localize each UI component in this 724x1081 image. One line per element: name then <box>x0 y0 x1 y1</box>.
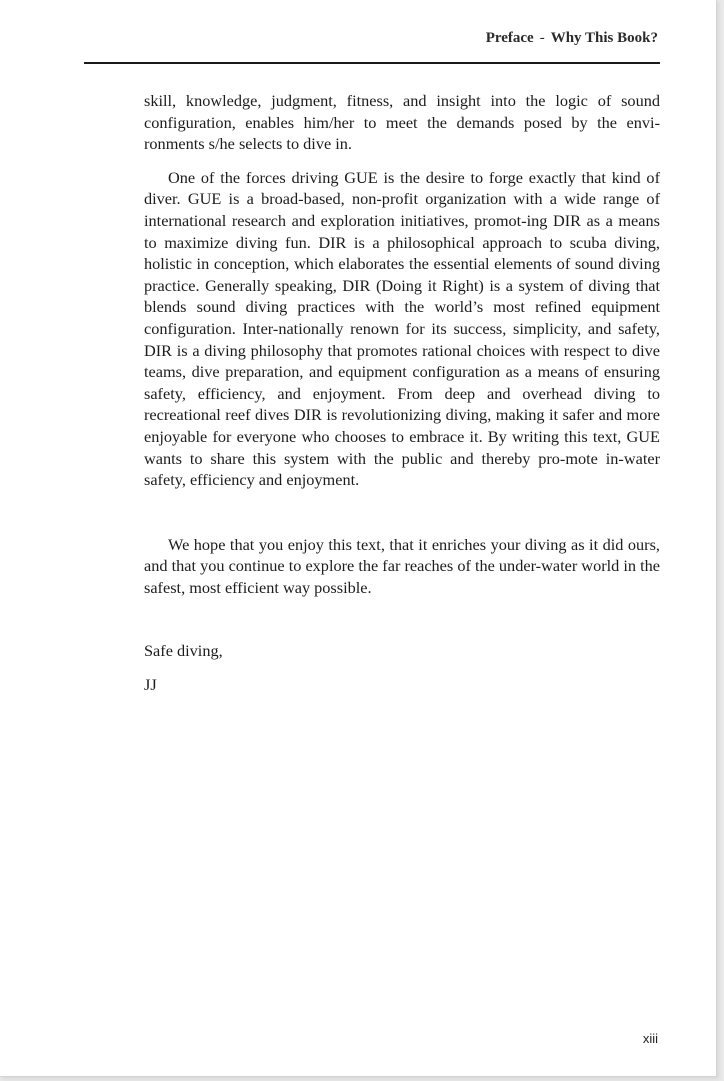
running-head-separator: - <box>539 30 545 46</box>
running-head <box>486 30 658 47</box>
paragraph-2: One of the forces driving GUE is the desire to forge exactly that kind of diver. GUE is a broad-based, non-profit organization with a wide range of international research and exploration initiatives, promot-ing DIR as a means to maximize diving fun. DIR is a philosophical approach to scuba diving, holistic in conception, which elaborates the essential elements of sound diving practice. Generally speaking, DIR (Doing it Right) is a system of diving that blends sound diving practices with the world’s most refined equipment configuration. Inter-nationally renown for its success, simplicity, and safety, DIR is a diving philosophy that promotes rational choices with respect to dive teams, dive preparation, and equipment configuration as a means of ensuring safety, efficiency, and enjoyment. From deep and overhead diving to recreational reef dives DIR is revolutionizing diving, making it safer and more enjoyable for everyone who chooses to embrace it. By writing this text, GUE wants to share this system with the public and thereby pro-mote in-water safety, efficiency and enjoyment. <box>144 167 660 490</box>
signature: JJ <box>144 675 157 695</box>
body-text <box>144 90 660 696</box>
running-head-section: Preface <box>485 30 534 46</box>
running-head-chapter: Why This Book? <box>550 30 658 46</box>
paragraph-1: skill, knowledge, judgment, fitness, and insight into the logic of sound configuration, enables him/her to meet the demands posed by the envi-ronments s/he selects to dive in. <box>144 91 660 154</box>
closing-line: Safe diving, <box>144 641 223 661</box>
header-rule <box>84 62 660 64</box>
paragraph-3: We hope that you enjoy this text, that it enriches your diving as it did ours, and that you continue to explore the far reaches of the under-water world in the safest, most efficient way possible. <box>144 534 660 597</box>
page-number: xiii <box>642 1031 658 1046</box>
